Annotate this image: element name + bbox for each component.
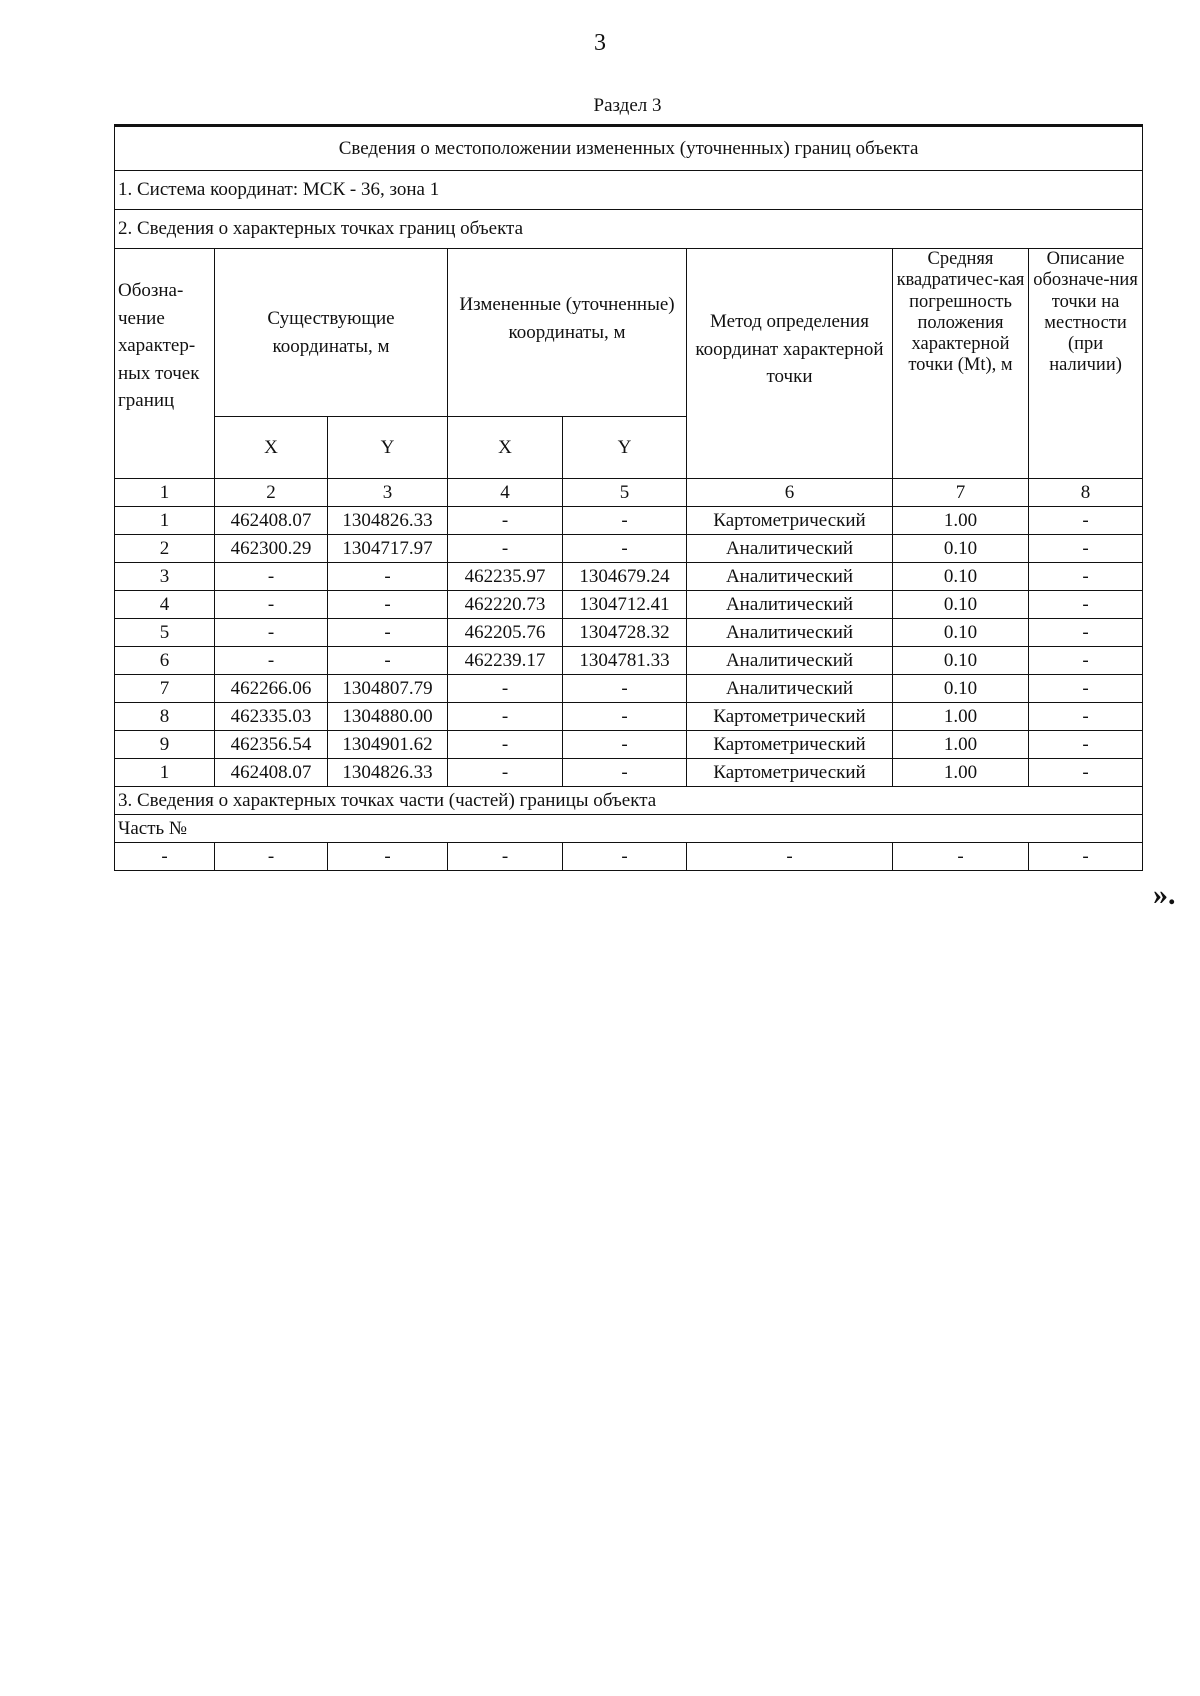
table-cell: - — [448, 843, 563, 871]
table-cell: - — [448, 675, 563, 703]
col-header-y-existing: Y — [328, 417, 448, 479]
col-header-x-changed: X — [448, 417, 563, 479]
table-cell: Картометрический — [687, 703, 893, 731]
table-cell: - — [893, 843, 1029, 871]
table-cell: 3 — [115, 563, 215, 591]
table-cell: - — [1029, 591, 1143, 619]
table-cell: 1304728.32 — [563, 619, 687, 647]
empty-part-row — [115, 843, 1143, 871]
table-cell: - — [328, 619, 448, 647]
table-cell: 9 — [115, 731, 215, 759]
table-cell: 0.10 — [893, 675, 1029, 703]
table-row — [115, 759, 1143, 787]
table-cell: - — [563, 731, 687, 759]
col-header-method: Метод определения координат характерной точки — [687, 249, 893, 479]
table-cell: 462335.03 — [215, 703, 328, 731]
table-cell: 1.00 — [893, 731, 1029, 759]
table-cell: Аналитический — [687, 647, 893, 675]
table-cell: - — [563, 703, 687, 731]
table-cell: - — [1029, 647, 1143, 675]
column-number: 5 — [563, 479, 687, 507]
table-cell: - — [1029, 843, 1143, 871]
table-cell: - — [1029, 507, 1143, 535]
table-cell: 0.10 — [893, 591, 1029, 619]
table-cell: - — [448, 759, 563, 787]
table-row — [115, 591, 1143, 619]
column-number: 2 — [215, 479, 328, 507]
parts-heading: 3. Сведения о характерных точках части (частей) границы объекта — [115, 787, 1143, 815]
table-cell: 1304826.33 — [328, 759, 448, 787]
table-cell: - — [1029, 759, 1143, 787]
table-cell: - — [563, 759, 687, 787]
table-cell: - — [215, 619, 328, 647]
points-heading-row — [115, 210, 1143, 249]
table-cell: 1304679.24 — [563, 563, 687, 591]
table-cell: - — [563, 507, 687, 535]
table-cell: 1304781.33 — [563, 647, 687, 675]
table-cell: 7 — [115, 675, 215, 703]
table-row — [115, 563, 1143, 591]
closing-quote: ». — [1153, 878, 1176, 911]
table-row — [115, 703, 1143, 731]
table-cell: - — [687, 843, 893, 871]
table-cell: 5 — [115, 619, 215, 647]
section-title: Раздел 3 — [593, 95, 662, 116]
table-cell: 1 — [115, 759, 215, 787]
table-cell: - — [328, 591, 448, 619]
col-header-designation: Обозна-чение характер-ных точек границ — [115, 249, 215, 479]
table-cell: - — [328, 647, 448, 675]
table-cell: Картометрический — [687, 507, 893, 535]
col-header-error: Средняя квадратичес-кая погрешность положения характерной точки (Mt), м — [893, 249, 1029, 479]
table-cell: 1 — [115, 507, 215, 535]
table-cell: - — [1029, 731, 1143, 759]
column-number: 1 — [115, 479, 215, 507]
table-cell: Аналитический — [687, 619, 893, 647]
table-cell: 1304807.79 — [328, 675, 448, 703]
table-title: Сведения о местоположении измененных (уточненных) границ объекта — [115, 126, 1143, 171]
column-numbers-row — [115, 479, 1143, 507]
table-cell: 462300.29 — [215, 535, 328, 563]
table-cell: - — [563, 535, 687, 563]
table-cell: 462235.97 — [448, 563, 563, 591]
table-cell: - — [1029, 703, 1143, 731]
table-row — [115, 619, 1143, 647]
table-cell: 1.00 — [893, 507, 1029, 535]
table-cell: - — [1029, 675, 1143, 703]
table-row — [115, 507, 1143, 535]
table-cell: Аналитический — [687, 535, 893, 563]
table-cell: - — [1029, 619, 1143, 647]
col-header-description: Описание обозначе-ния точки на местности (при наличии) — [1029, 249, 1143, 479]
table-cell: - — [215, 647, 328, 675]
table-cell: 462239.17 — [448, 647, 563, 675]
column-number: 4 — [448, 479, 563, 507]
column-number: 6 — [687, 479, 893, 507]
col-header-changed: Измененные (уточненные) координаты, м — [448, 249, 687, 417]
table-cell: 462220.73 — [448, 591, 563, 619]
page-number: 3 — [594, 30, 606, 56]
table-cell: 1.00 — [893, 759, 1029, 787]
part-label-row — [115, 815, 1143, 843]
table-cell: - — [215, 843, 328, 871]
table-cell: 0.10 — [893, 619, 1029, 647]
table-cell: - — [1029, 535, 1143, 563]
table-cell: 462408.07 — [215, 759, 328, 787]
table-cell: - — [1029, 563, 1143, 591]
column-number: 3 — [328, 479, 448, 507]
table-cell: 462205.76 — [448, 619, 563, 647]
col-header-existing: Существующие координаты, м — [215, 249, 448, 417]
table-cell: - — [563, 843, 687, 871]
table-cell: 4 — [115, 591, 215, 619]
table-cell: Аналитический — [687, 591, 893, 619]
table-cell: - — [563, 675, 687, 703]
point-rows — [115, 507, 1143, 787]
table-cell: 1304712.41 — [563, 591, 687, 619]
table-cell: - — [448, 535, 563, 563]
boundary-table — [114, 124, 1143, 871]
table-cell: - — [115, 843, 215, 871]
table-cell: - — [448, 703, 563, 731]
parts-heading-row — [115, 787, 1143, 815]
table-cell: 2 — [115, 535, 215, 563]
table-cell: - — [448, 731, 563, 759]
table-cell: - — [215, 591, 328, 619]
table-cell: - — [328, 563, 448, 591]
table-cell: 8 — [115, 703, 215, 731]
table-cell: 1304826.33 — [328, 507, 448, 535]
table-row — [115, 731, 1143, 759]
table-title-row — [115, 126, 1143, 171]
table-cell: 462408.07 — [215, 507, 328, 535]
coordinate-system-row — [115, 171, 1143, 210]
table-cell: 1304880.00 — [328, 703, 448, 731]
table-cell: - — [448, 507, 563, 535]
table-cell: Картометрический — [687, 759, 893, 787]
table-cell: Аналитический — [687, 675, 893, 703]
table-cell: 1304901.62 — [328, 731, 448, 759]
col-header-x-existing: X — [215, 417, 328, 479]
column-number: 7 — [893, 479, 1029, 507]
table-cell: - — [215, 563, 328, 591]
table-row — [115, 675, 1143, 703]
table-cell: 6 — [115, 647, 215, 675]
table-cell: 1304717.97 — [328, 535, 448, 563]
column-header-row — [115, 249, 1143, 417]
table-row — [115, 647, 1143, 675]
points-heading: 2. Сведения о характерных точках границ объекта — [115, 210, 1143, 249]
table-cell: 462356.54 — [215, 731, 328, 759]
table-cell: - — [328, 843, 448, 871]
table-row — [115, 535, 1143, 563]
table-cell: 0.10 — [893, 647, 1029, 675]
table-cell: Картометрический — [687, 731, 893, 759]
column-number: 8 — [1029, 479, 1143, 507]
col-header-y-changed: Y — [563, 417, 687, 479]
table-cell: Аналитический — [687, 563, 893, 591]
table-cell: 1.00 — [893, 703, 1029, 731]
coordinate-system: 1. Система координат: МСК - 36, зона 1 — [115, 171, 1143, 210]
table-cell: 0.10 — [893, 563, 1029, 591]
table-cell: 462266.06 — [215, 675, 328, 703]
part-label: Часть № — [115, 815, 1143, 843]
table-cell: 0.10 — [893, 535, 1029, 563]
